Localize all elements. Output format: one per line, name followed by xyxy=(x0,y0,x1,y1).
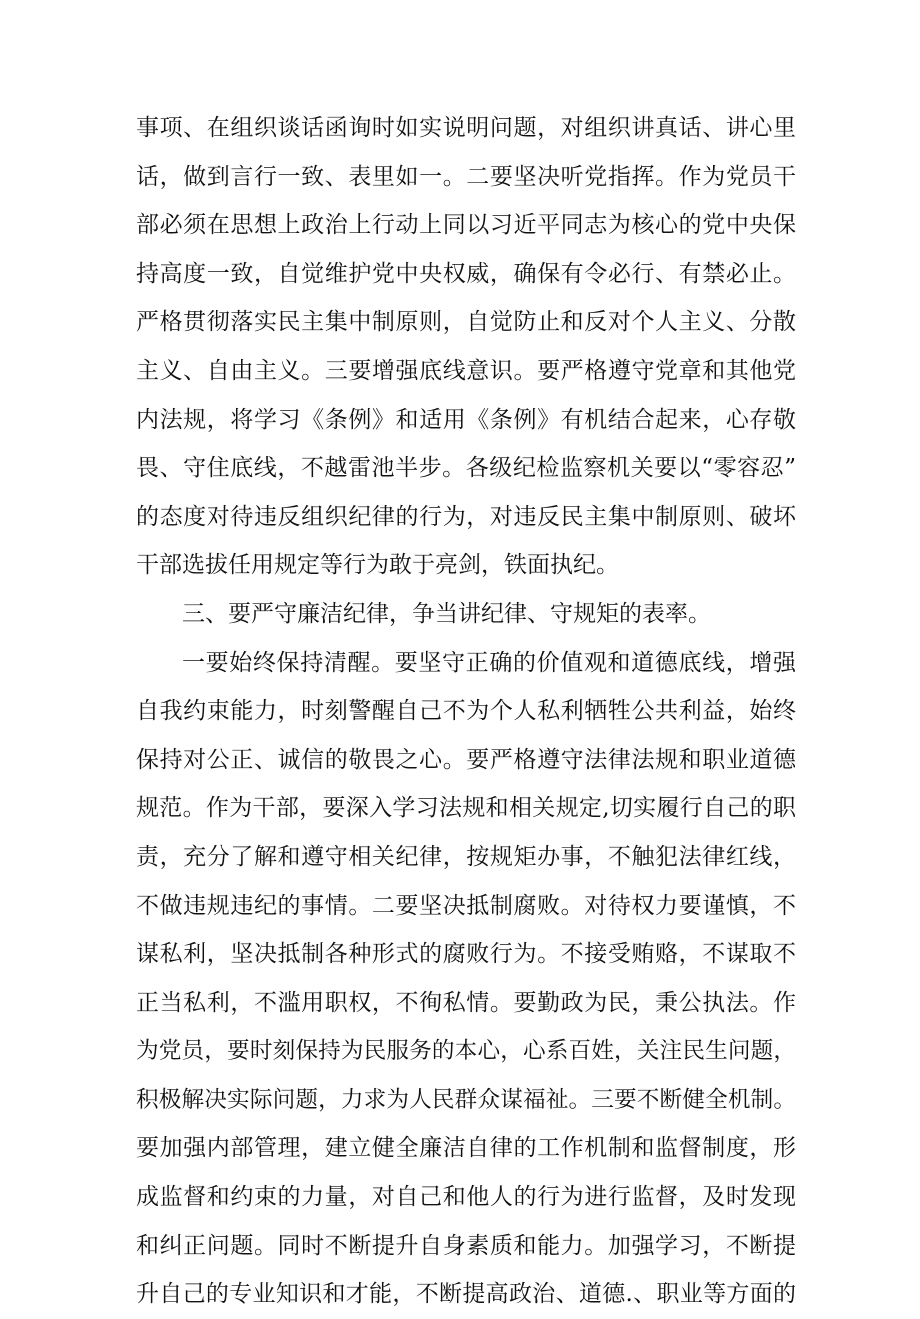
text-line: 为党员，要时刻保持为民服务的本心，心系百姓，关注民生问题， xyxy=(136,1038,796,1065)
text-line: 升自己的专业知识和才能，不断提高政治、道德.、职业等方面的 xyxy=(136,1281,796,1308)
text-line: 不做违规违纪的事情。二要坚决抵制腐败。对待权力要谨慎，不 xyxy=(136,892,796,919)
text-line: 事项、在组织谈话函询时如实说明问题，对组织讲真话、讲心里 xyxy=(136,115,796,141)
text-line: 话，做到言行一致、表里如一。二要坚决听党指挥。作为党员干 xyxy=(136,163,796,190)
text-line: 持高度一致，自觉维护党中央权威，确保有令必行、有禁必止。 xyxy=(136,260,796,287)
text-line: 规范。作为干部，要深入学习法规和相关规定,切实履行自己的职 xyxy=(136,795,796,822)
text-line: 要加强内部管理，建立健全廉洁自律的工作机制和监督制度，形 xyxy=(136,1135,796,1162)
paragraph xyxy=(136,639,796,1319)
text-line: 责，充分了解和遵守相关纪律，按规矩办事，不触犯法律红线， xyxy=(136,843,796,870)
text-line: 畏、守住底线，不越雷池半步。各级纪检监察机关要以“零容忍” xyxy=(136,455,796,482)
text-line: 一要始终保持清醒。要坚守正确的价值观和道德底线，增强 xyxy=(182,649,796,676)
document-body xyxy=(136,104,796,1319)
text-line: 干部选拔任用规定等行为敢于亮剑，铁面执纪。 xyxy=(136,552,619,579)
text-line: 成监督和约束的力量，对自己和他人的行为进行监督，及时发现 xyxy=(136,1184,796,1211)
text-line: 积极解决实际问题，力求为人民群众谋福祉。三要不断健全机制。 xyxy=(136,1086,796,1113)
text-line: 和纠正问题。同时不断提升自身素质和能力。加强学习，不断提 xyxy=(136,1232,796,1259)
text-line: 自我约束能力，时刻警醒自己不为个人私利牺牲公共利益，始终 xyxy=(136,698,796,725)
text-line: 的态度对待违反组织纪律的行为，对违反民主集中制原则、破坏 xyxy=(136,503,796,530)
section-heading xyxy=(136,590,796,639)
text-line: 三、要严守廉洁纪律，争当讲纪律、守规矩的表率。 xyxy=(182,600,711,627)
text-line: 谋私利，坚决抵制各种形式的腐败行为。不接受贿赂，不谋取不 xyxy=(136,941,796,968)
text-line: 保持对公正、诚信的敬畏之心。要严格遵守法律法规和职业道德 xyxy=(136,746,796,773)
text-line: 部必须在思想上政治上行动上同以习近平同志为核心的党中央保 xyxy=(136,212,796,239)
text-line: 严格贯彻落实民主集中制原则，自觉防止和反对个人主义、分散 xyxy=(136,309,796,336)
text-line: 内法规，将学习《条例》和适用《条例》有机结合起来，心存敬 xyxy=(136,406,796,433)
paragraph xyxy=(136,104,796,590)
text-line: 正当私利，不滥用职权，不徇私情。要勤政为民，秉公执法。作 xyxy=(136,989,796,1016)
text-line: 主义、自由主义。三要增强底线意识。要严格遵守党章和其他党 xyxy=(136,357,796,384)
